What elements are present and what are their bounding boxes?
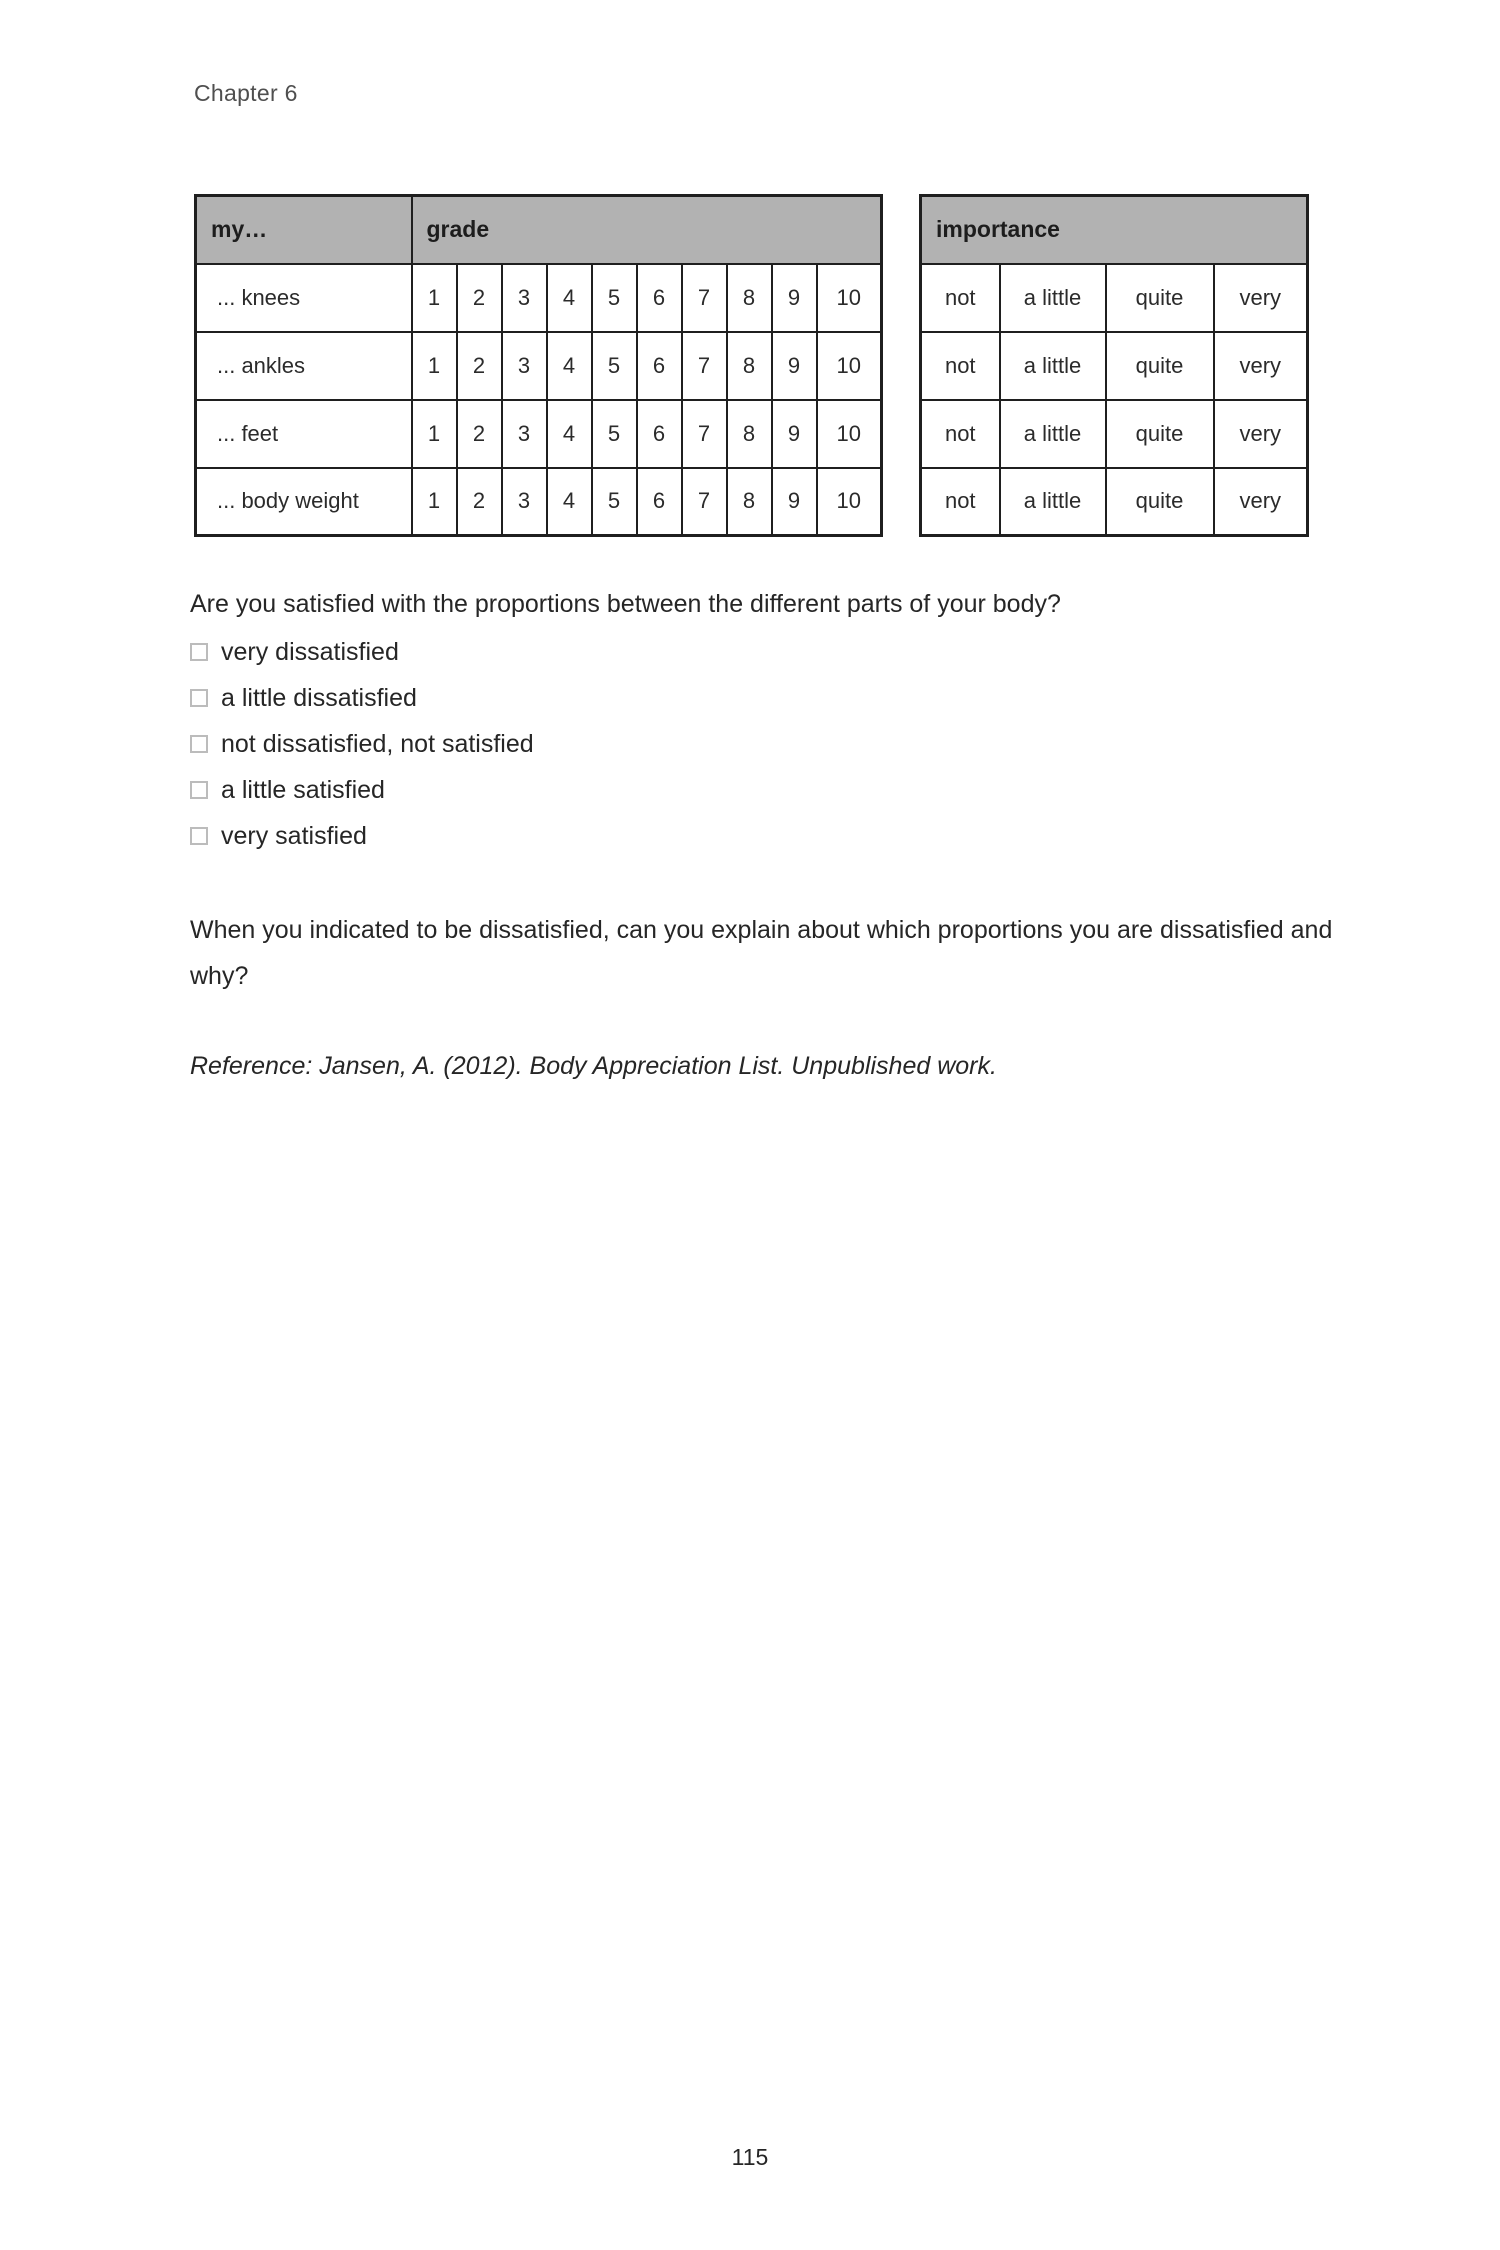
body-part-label: ... knees: [196, 264, 412, 332]
grade-cell: 8: [727, 468, 772, 536]
grade-cell: 3: [502, 264, 547, 332]
grade-cell: 9: [772, 400, 817, 468]
importance-row-body-weight: [921, 468, 1308, 536]
grade-cell: 8: [727, 264, 772, 332]
table-row-knees: [196, 264, 882, 332]
followup-question: When you indicated to be dissatisfied, can you explain about which proportions you are dissatisfied and why?: [190, 916, 1333, 990]
reference-citation: Reference: Jansen, A. (2012). Body Appreciation List. Unpublished work.: [190, 1052, 997, 1080]
importance-row-ankles: [921, 332, 1308, 400]
grade-cell: 10: [817, 400, 882, 468]
importance-cell: very: [1214, 400, 1308, 468]
importance-row-feet: [921, 400, 1308, 468]
grade-cell: 10: [817, 332, 882, 400]
body-part-label: ... ankles: [196, 332, 412, 400]
grade-cell: 7: [682, 332, 727, 400]
importance-cell: not: [921, 332, 1000, 400]
importance-cell: a little: [1000, 332, 1106, 400]
grade-table-header-row: [196, 196, 882, 264]
importance-cell: a little: [1000, 264, 1106, 332]
checkbox-icon: [190, 643, 208, 661]
option-label: a little dissatisfied: [221, 683, 417, 712]
grade-cell: 9: [772, 264, 817, 332]
grade-cell: 1: [412, 332, 457, 400]
body-part-label: ... feet: [196, 400, 412, 468]
grade-cell: 7: [682, 264, 727, 332]
importance-cell: quite: [1106, 332, 1214, 400]
answer-option-neutral: [190, 721, 534, 767]
grade-cell: 10: [817, 264, 882, 332]
checkbox-icon: [190, 689, 208, 707]
questionnaire-tables: [194, 194, 1309, 537]
answer-option-very-satisfied: [190, 813, 534, 859]
grade-cell: 6: [637, 468, 682, 536]
grade-cell: 9: [772, 468, 817, 536]
proportions-question: Are you satisfied with the proportions between the different parts of your body?: [190, 590, 1061, 618]
grade-cell: 2: [457, 468, 502, 536]
importance-cell: not: [921, 400, 1000, 468]
grade-cell: 7: [682, 400, 727, 468]
importance-cell: not: [921, 468, 1000, 536]
importance-table-header-row: [921, 196, 1308, 264]
grade-cell: 5: [592, 400, 637, 468]
checkbox-icon: [190, 735, 208, 753]
importance-table-header: importance: [921, 196, 1308, 264]
grade-table-header-grade: grade: [412, 196, 882, 264]
grade-cell: 8: [727, 332, 772, 400]
answer-option-very-dissatisfied: [190, 629, 534, 675]
grade-cell: 3: [502, 468, 547, 536]
grade-cell: 3: [502, 400, 547, 468]
answer-option-a-little-satisfied: [190, 767, 534, 813]
grade-cell: 4: [547, 332, 592, 400]
answer-option-a-little-dissatisfied: [190, 675, 534, 721]
grade-cell: 2: [457, 264, 502, 332]
importance-cell: not: [921, 264, 1000, 332]
importance-cell: very: [1214, 264, 1308, 332]
table-row-body-weight: [196, 468, 882, 536]
grade-cell: 4: [547, 468, 592, 536]
checkbox-icon: [190, 781, 208, 799]
grade-cell: 6: [637, 264, 682, 332]
importance-row-knees: [921, 264, 1308, 332]
option-label: not dissatisfied, not satisfied: [221, 729, 534, 758]
grade-cell: 1: [412, 400, 457, 468]
grade-cell: 3: [502, 332, 547, 400]
importance-cell: quite: [1106, 264, 1214, 332]
importance-cell: quite: [1106, 468, 1214, 536]
page-number: 115: [731, 2144, 769, 2170]
importance-cell: a little: [1000, 468, 1106, 536]
grade-cell: 5: [592, 264, 637, 332]
chapter-heading: Chapter 6: [194, 80, 298, 106]
importance-table: [919, 194, 1309, 537]
grade-cell: 5: [592, 332, 637, 400]
grade-cell: 4: [547, 264, 592, 332]
option-label: very dissatisfied: [221, 637, 399, 666]
importance-cell: very: [1214, 468, 1308, 536]
grade-table-header-my: my…: [196, 196, 412, 264]
importance-cell: a little: [1000, 400, 1106, 468]
option-label: a little satisfied: [221, 775, 385, 804]
grade-cell: 10: [817, 468, 882, 536]
checkbox-icon: [190, 827, 208, 845]
grade-cell: 7: [682, 468, 727, 536]
importance-cell: quite: [1106, 400, 1214, 468]
answer-options: [190, 629, 534, 859]
body-part-label: ... body weight: [196, 468, 412, 536]
option-label: very satisfied: [221, 821, 367, 850]
grade-cell: 4: [547, 400, 592, 468]
table-row-ankles: [196, 332, 882, 400]
table-row-feet: [196, 400, 882, 468]
grade-cell: 1: [412, 264, 457, 332]
grade-cell: 2: [457, 400, 502, 468]
grade-cell: 2: [457, 332, 502, 400]
grade-cell: 9: [772, 332, 817, 400]
grade-cell: 1: [412, 468, 457, 536]
grade-cell: 6: [637, 400, 682, 468]
grade-cell: 8: [727, 400, 772, 468]
grade-cell: 5: [592, 468, 637, 536]
importance-cell: very: [1214, 332, 1308, 400]
grade-cell: 6: [637, 332, 682, 400]
grade-table: [194, 194, 883, 537]
